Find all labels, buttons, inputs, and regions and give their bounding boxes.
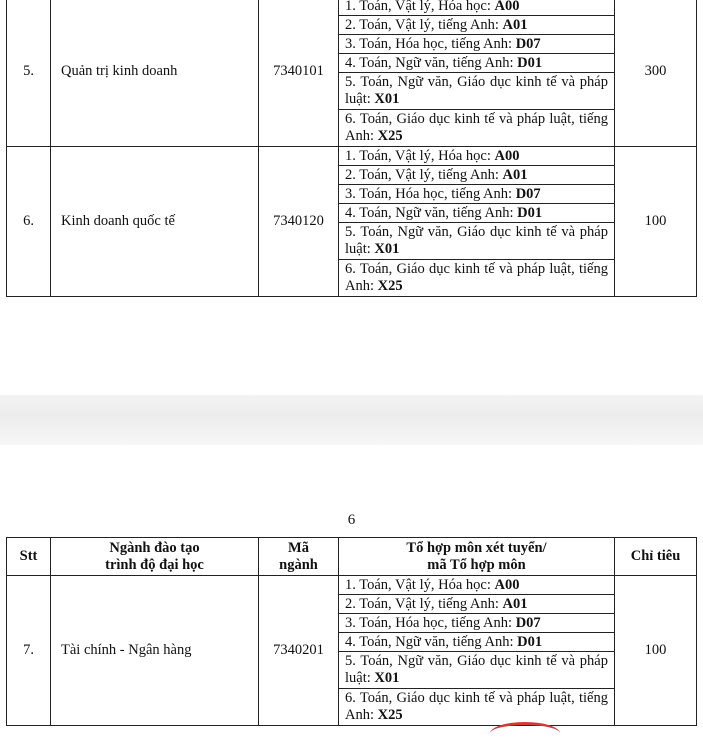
header-code [259,538,339,576]
row-major-code: 7340101 [259,0,339,147]
combo-cell [339,204,615,223]
combo-code: D01 [517,204,543,221]
combo-cell [339,166,615,185]
page-number: 6 [347,512,356,528]
combo-code: A01 [502,16,528,33]
combo-cell [339,0,615,16]
admission-table-continued [6,0,697,297]
combo-code: X01 [374,241,400,257]
row-quota: 100 [615,147,697,297]
header-quota: Chỉ tiêu [615,538,697,576]
row-quota: 100 [615,576,697,726]
row-stt: 5. [7,0,51,147]
row-major-name: Quản trị kinh doanh [51,0,259,147]
combo-cell [339,54,615,73]
table-header-row [7,538,697,576]
combo-code: A00 [494,576,520,593]
table-row [7,0,697,16]
admission-table [6,537,697,726]
combo-code: D07 [515,185,541,202]
combo-subjects: 5. Toán, Ngữ văn, Giáo dục kinh tế và pháp luật: [345,653,608,686]
combo-subjects: 5. Toán, Ngữ văn, Giáo dục kinh tế và pháp luật: [345,74,608,107]
combo-subjects: 1. Toán, Vật lý, Hóa học: [345,576,495,593]
header-combo-line1: Tổ hợp môn xét tuyển/ [406,539,547,556]
combo-subjects: 1. Toán, Vật lý, Hóa học: [345,0,495,14]
combo-cell [339,260,615,297]
row-stt: 7. [7,576,51,726]
combo-subjects: 2. Toán, Vật lý, tiếng Anh: [345,166,503,183]
row-quota: 300 [615,0,697,147]
combo-cell [339,73,615,110]
header-stt: Stt [7,538,51,576]
combo-code: D07 [515,614,541,631]
combo-subjects: 6. Toán, Giáo dục kinh tế và pháp luật, tiếng Anh: [345,690,608,723]
combo-subjects: 3. Toán, Hóa học, tiếng Anh: [345,185,516,202]
row-major-name: Tài chính - Ngân hàng [51,576,259,726]
row-major-code: 7340120 [259,147,339,297]
combo-subjects: 5. Toán, Ngữ văn, Giáo dục kinh tế và pháp luật: [345,224,608,257]
combo-subjects: 3. Toán, Hóa học, tiếng Anh: [345,35,516,52]
combo-cell [339,633,615,652]
row-stt: 6. [7,147,51,297]
row-major-code: 7340201 [259,576,339,726]
table-row [7,576,697,595]
header-combo-line2: mã Tổ hợp môn [427,556,526,573]
combo-code: A01 [502,595,528,612]
combo-code: D07 [515,35,541,52]
combo-cell [339,689,615,726]
header-code-line1: Mã [288,539,309,556]
header-major [51,538,259,576]
combo-cell [339,185,615,204]
table-row [7,147,697,166]
header-combo [339,538,615,576]
combo-cell [339,614,615,633]
combo-subjects: 2. Toán, Vật lý, tiếng Anh: [345,595,503,612]
red-stamp-edge [490,722,560,745]
combo-code: A01 [502,166,528,183]
combo-cell [339,110,615,147]
combo-code: A00 [494,147,520,164]
combo-cell [339,223,615,260]
combo-subjects: 1. Toán, Vật lý, Hóa học: [345,147,495,164]
combo-code: A00 [494,0,520,14]
combo-cell [339,576,615,595]
combo-subjects: 6. Toán, Giáo dục kinh tế và pháp luật, tiếng Anh: [345,111,608,144]
combo-code: D01 [517,633,543,650]
combo-code: D01 [517,54,543,71]
combo-subjects: 6. Toán, Giáo dục kinh tế và pháp luật, tiếng Anh: [345,261,608,294]
combo-cell [339,35,615,54]
combo-cell [339,652,615,689]
combo-subjects: 2. Toán, Vật lý, tiếng Anh: [345,16,503,33]
combo-subjects: 4. Toán, Ngữ văn, tiếng Anh: [345,633,518,650]
header-code-line2: ngành [279,556,318,573]
header-major-line2: trình độ đại học [105,556,204,573]
page-gap [0,395,703,445]
combo-code: X01 [374,670,400,686]
combo-code: X25 [377,707,403,723]
combo-cell [339,147,615,166]
combo-code: X01 [374,91,400,107]
row-major-name: Kinh doanh quốc tế [51,147,259,297]
combo-subjects: 4. Toán, Ngữ văn, tiếng Anh: [345,204,518,221]
header-major-line1: Ngành đào tạo [109,539,200,556]
combo-cell [339,16,615,35]
combo-subjects: 4. Toán, Ngữ văn, tiếng Anh: [345,54,518,71]
combo-code: X25 [377,278,403,294]
combo-cell [339,595,615,614]
combo-code: X25 [377,128,403,144]
combo-subjects: 3. Toán, Hóa học, tiếng Anh: [345,614,516,631]
